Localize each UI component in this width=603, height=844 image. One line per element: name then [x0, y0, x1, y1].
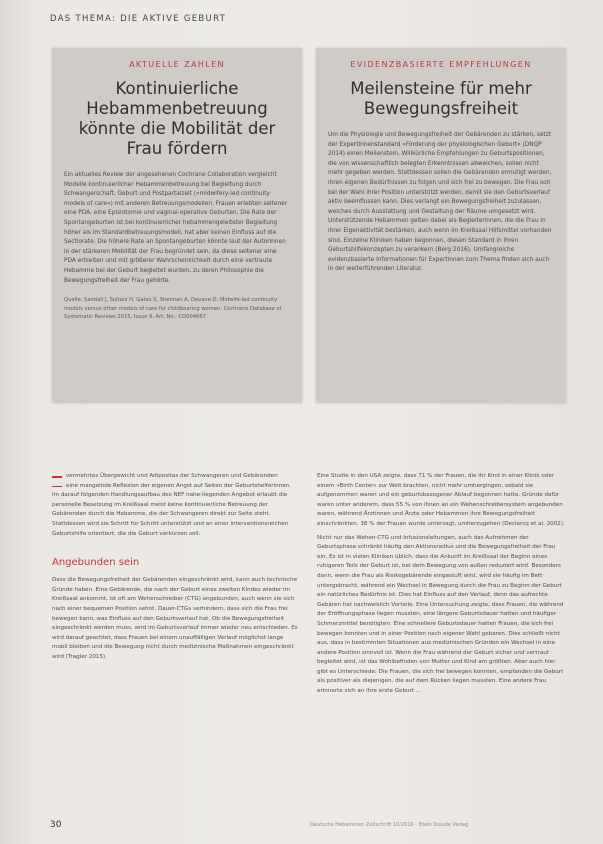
list-item: vermehrtes Übergewicht und Adipositas der Schwangeren und Gebärenden — [52, 472, 300, 482]
section-heading: Angebunden sein — [52, 557, 140, 569]
running-head: DAS THEMA: DIE AKTIVE GEBURT — [50, 14, 227, 24]
page-number: 30 — [50, 820, 62, 830]
info-box-current-figures — [52, 48, 302, 403]
page-footer: Deutsche Hebammen Zeitschrift 10/2016 · Elwin Staude Verlag — [310, 822, 469, 828]
body-paragraph: Dass die Bewegungsfreiheit der Gebärenden eingeschränkt wird, kann auch technische Gründe haben. Eine Gebärende, die nach der Geburt eines zweiten Kindes wieder im Kreißsaal ankommt, ist oft am Wehenschreiber (CTG) angebunden, auch wenn sie sich nach einer bequemen Position sehnt. Dauer-CTGs verhindern, dass sich die Frau frei bewegen kann, was Einfluss auf den Geburtsverlauf hat. Ob die Bewegungsfreiheit eingeschränkt werden muss, wird im Geburtsverlauf immer wieder neu entschieden. Es wird darauf geachtet, dass Frauen bei einem unauffälligen Verlauf möglichst lange mobil bleiben und die Bewegung nicht durch medizinische Maßnahmen eingeschränkt wird (Tragler 2015). — [52, 577, 298, 660]
box-kicker: EVIDENZBASIERTE EMPFEHLUNGEN — [350, 60, 532, 69]
box-kicker: AKTUELLE ZAHLEN — [129, 60, 225, 69]
bullet-dash-icon — [52, 486, 62, 488]
article-column-left — [52, 472, 300, 663]
body-paragraph: Nicht nur das Wehen-CTG und Infusionsleitungen, auch das Aufnehmen der Geburtsphase schränkt häufig den Aktionsradius und die Bewegungsfreiheit der Frau ein. Es ist in vielen Kliniken üblich, dass die Ankunft im Kreißsaal der Beginn eines ruhigeren Teils der Geburt ist, bei dem Bewegung von außen reduziert wird. Besonders dann, wenn die Frau als Risikogebärende eingestuft wird, wird sie häufig im Bett untergebracht, während ein Wechsel in Bewegung durch die Frau zu Beginn der Geburt ein natürliches Bedürfnis ist. Dies hat Einfluss auf den Verlauf, denn das aufrechte Gebären hat nachweislich Vorteile. Eine Untersuchung zeigte, dass Frauen, die während der Eröffnungsphase liegen mussten, eine längere Geburtsdauer hatten und häufiger Schmerzmittel benötigten. Eine schnellere Geburtsdauer hatten Frauen, die sich frei bewegen konnten und in einer Position nach eigener Wahl gebaren. Dies schließt nicht aus, dass in bestimmten Situationen aus medizinischen Gründen ein Wechsel in eine andere Position sinnvoll ist. Wenn die Frau während der Geburt sicher und vertraut begleitet wird, ist das Wohlbefinden von Mutter und Kind am größten. Aber auch hier gibt es Unterschiede: Die Frauen, die sich frei bewegen konnten, empfanden die Geburt als positiver als diejenigen, die auf dem Rücken liegen mussten. Eine andere Frau erinnerte sich an ihre erste Geburt ... — [317, 534, 564, 695]
box-text: Ein aktuelles Review der angesehenen Cochrane Collaboration vergleicht Modelle kontinuierlicher Hebammenbetreuung bei Begleitung durch Schwangerschaft, Geburt und Postpartalzeit (»midwifery-led continuity models of care«) mit anderen Betreuungsmodellen. Frauen erlebten seltener eine PDA, eine Episiotomie und vaginal-operative Geburten. Die Rate der Spontangeburten ist bei kontinuierlicher hebammengeleiteter Begleitung höher als im Standardbetreuungsmodell, hat aber keinen Einfluss auf die Sectiorate. Die höhere Rate an Spontangeburten könnte laut der Autorinnen in der stärkeren Mobilität der Frau begründet sein, da diese seltener eine PDA erhielten und mit größerer Wahrscheinlichkeit durch eine vertraute Hebamme bei der Geburt begleitet wurden, zu deren Philosophie die Bewegungsfreiheit der Frau gehörte. — [64, 172, 288, 284]
article-column-right — [317, 472, 567, 697]
box-text: Um die Physiologie und Bewegungsfreiheit der Gebärenden zu stärken, setzt der Expertinnenstandard »Förderung der physiologischen Geburt« (DNQP 2014) einen Meilenstein. Willkürliche Empfehlungen zu Geburtspositionen, die von wissenschaftlich belegten Erkenntnissen abweichen, sollen nicht mehr gegeben werden. Stattdessen sollen die Gebärenden ermutigt werden, ihren eigenen Bedürfnissen zu folgen und sich frei zu bewegen. Die Frau soll bei der Wahl ihrer Position unterstützt werden, damit sie den Geburtsverlauf aktiv beeinflussen kann. Dies verlangt ein Bewegungsfreiheit zuzulassen, welches durch Ausstattung und Gestaltung der Räume umgesetzt wird. Unterstützende Hebammen gelten dabei als Begleiterinnen, die die Frau in ihrer Eigenaktivität bestärken, auch wenn im Kreißsaal Hilfsmittel vorhanden sind. Einzelne Kliniken haben begonnen, diesen Standard in ihren Geburtshilfekonzepten zu verankern (Berg 2016). Umfangreiche evidenzbasierte Informationen für Expertinnen zum Thema finden sich auch in der weiterführenden Literatur. — [328, 132, 552, 273]
bullet-list — [52, 472, 300, 491]
box-title: Kontinuierliche Hebammenbetreuung könnte die Mobilität der Frau fördern — [78, 79, 276, 158]
list-item: eine mangelnde Reflexion der eigenen Angst auf Seiten der Geburtshelferinnen. — [52, 482, 300, 492]
bullet-dash-icon — [52, 476, 62, 478]
body-paragraph: Eine Studie in den USA zeigte, dass 71 % der Frauen, die ihr Kind in einer Klinik oder einem »Birth Center« zur Welt brachten, nicht mehr umhergingen, sobald sie aufgenommen waren und ein geburtsbezogener Ablauf begonnen hatte. Gründe dafür waren unter anderem, dass 55 % von ihnen an ein Wehenschreibersystem angebunden waren, während Ärztinnen und Ärzte oder Hebammen ihre Bewegungsfreiheit einschränkten. 38 % der Frauen wurde untersagt, umherzugehen (Declercq et al. 2002). — [317, 473, 565, 527]
info-box-evidence-recommendations — [316, 48, 566, 403]
box-source: Quelle: Sandall J, Soltani H, Gates S, Shennan A, Devane D: Midwife-led continuity models versus other models of care for childbearing women. Cochrane Database of Systematic Reviews 2015, Issue 9. Art. No.: CD004667 — [64, 297, 282, 320]
box-title: Meilensteine für mehr Bewegungsfreiheit — [350, 79, 532, 118]
body-paragraph: Im darauf folgenden Handlungsaufbau des NEF nahe-liegenden Angebot erlaubt die personelle Besetzung im Kreißsaal meist keine kontinuierliche Betreuung der Gebärenden durch die Hebamme, die der Schwangeren direkt zur Seite steht. Stattdessen wird sie Schritt für Schritt unterstützt und an einer interventionsreichen Geburtshilfe orientiert, die die Geburt verkürzen soll. — [52, 492, 289, 537]
